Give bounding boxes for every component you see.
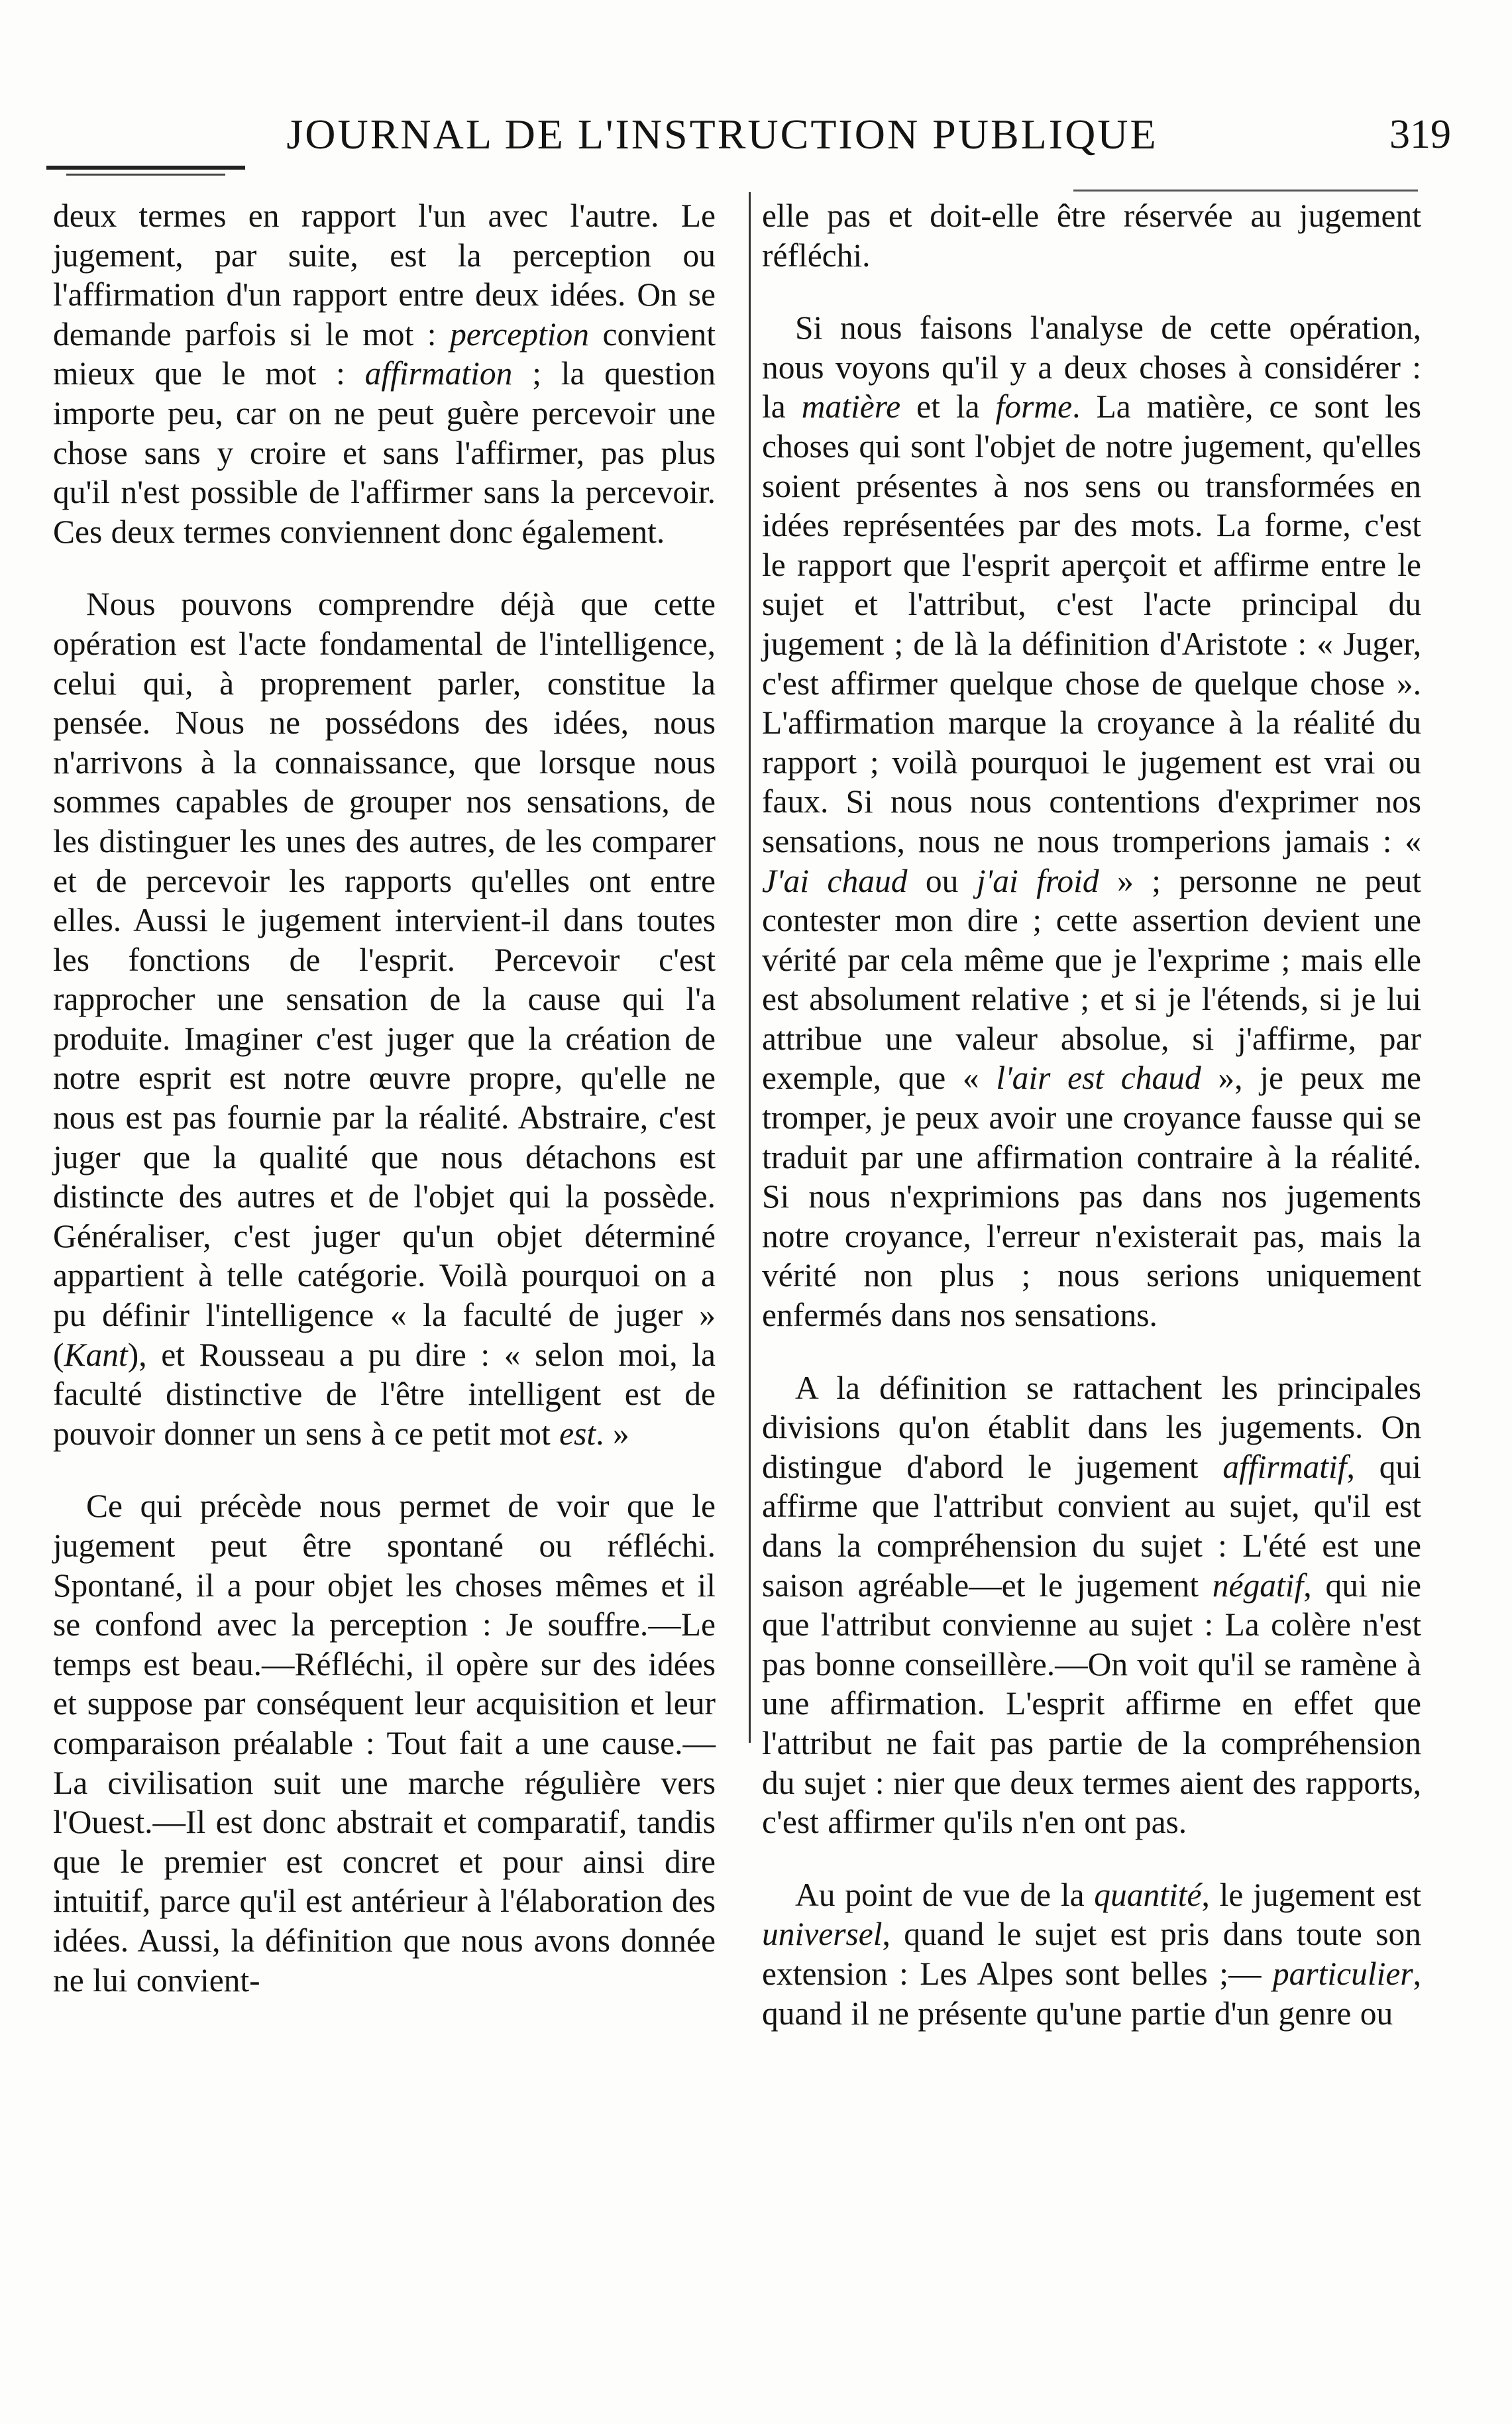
text-run: Au point de vue de la: [795, 1876, 1095, 1913]
term-negatif: négatif: [1212, 1567, 1304, 1604]
header-rule-right: [1073, 190, 1418, 192]
page-number: 319: [1389, 112, 1451, 157]
text-run: Si nous faisons l'analyse de cette opération, nous voyons qu'il y a deux choses à considérer : la: [762, 309, 1421, 425]
text-run: , quand le sujet est pris dans toute son extension : Les Alpes sont belles ;—: [762, 1916, 1421, 1992]
term-universel: universel: [762, 1916, 883, 1953]
paragraph-continuation: elle pas et doit-elle être réservée au jugement réfléchi.: [762, 197, 1421, 274]
right-column: [762, 196, 1421, 2033]
header-rule-thin: [66, 174, 225, 176]
text-run: Nous pouvons comprendre déjà que cette opération est l'acte fondamental de l'intelligence, celui qui, à proprement parler, constitue la pensée. Nous ne possédons des idées, nous n'arrivons à la connaissance, que lorsque nous sommes capables de grouper nos sensations, de les distinguer les unes des autres, de les comparer et de percevoir les rapports qu'elles ont entre elles. Aussi le jugement intervient-il dans toutes les fonctions de l'esprit. Percevoir c'est rapprocher une sensation de la cause qui l'a produite. Imaginer c'est juger que la création de notre esprit est notre œuvre propre, qu'elle ne nous est pas fournie par la réalité. Abstraire, c'est juger que la qualité que nous détachons est distincte des autres et de l'objet qui la possède. Généraliser, c'est juger qu'un objet déterminé appartient à telle catégorie. Voilà pourquoi on a pu définir l'intelligence « la faculté de juger » (: [53, 586, 716, 1373]
text-run: , le jugement est: [1201, 1876, 1421, 1913]
name-kant: Kant: [64, 1336, 128, 1373]
term-perception: perception: [450, 315, 589, 353]
header-rule: [46, 166, 245, 170]
text-run: . »: [596, 1415, 629, 1452]
term-matiere: matière: [801, 388, 901, 425]
left-column: [53, 196, 716, 2000]
term-affirmatif: affirmatif: [1222, 1448, 1347, 1485]
text-run: et la: [900, 388, 996, 425]
text-run: , qui affirme que l'attribut convient au sujet, qu'il est dans la compréhension du sujet : L'été est une saison agréable—et le jugement: [762, 1448, 1421, 1604]
paragraph-spontane-reflechi: Ce qui précède nous permet de voir que le jugement peut être spontané ou réfléchi. Spontané, il a pour objet les choses mêmes et il se confond avec la perception : Je souffre.—Le temps est beau.—Réfléchi, il opère sur des idées et suppose par conséquent leur acquisition et leur comparaison préalable : Tout fait a une cause.—La civilisation suit une marche régulière vers l'Ouest.—Il est donc abstrait et comparatif, tandis que le premier est concret et pour ainsi dire intuitif, parce qu'il est antérieur à l'élaboration des idées. Aussi, la définition que nous avons donnée ne lui convient-: [53, 1488, 716, 1999]
quote-air-chaud: l'air est chaud: [996, 1060, 1201, 1097]
text-run: ou: [907, 862, 977, 899]
term-affirmation: affirmation: [364, 355, 513, 392]
text-run: ), et Rousseau a pu dire : « selon moi, la faculté distinctive de l'être intelligent est de pouvoir donner un sens à ce petit mot: [53, 1336, 716, 1452]
paragraph-matiere-forme: [762, 308, 1421, 1335]
text-run: convient mieux que le mot :: [53, 315, 716, 392]
page-header: [46, 105, 1464, 164]
text-run: , quand il ne présente qu'une partie d'un genre ou: [762, 1955, 1421, 2032]
paragraph-jugement-definition: [53, 196, 716, 551]
text-run: », je peux me tromper, je peux avoir une croyance fausse qui se traduit par une affirmation contraire à la réalité. Si nous n'exprimions pas dans nos jugements notre croyance, l'erreur n'existerait pas, mais la vérité non plus ; nous serions uniquement enfermés dans nos sensations.: [762, 1060, 1422, 1334]
quote-jai-chaud: J'ai chaud: [762, 862, 908, 899]
term-quantite: quantité: [1094, 1876, 1202, 1913]
paragraph-divisions: [762, 1368, 1421, 1842]
paragraph-quantite: [762, 1875, 1421, 2033]
text-run: deux termes en rapport l'un avec l'autre. Le jugement, par suite, est la perception ou l'affirmation d'un rapport entre deux idées. On se demande parfois si le mot :: [53, 197, 716, 353]
term-particulier: particulier: [1272, 1955, 1413, 1992]
word-est: est: [559, 1415, 596, 1452]
column-divider: [749, 192, 751, 1743]
text-run: , qui nie que l'attribut convienne au sujet : La colère n'est pas bonne conseillère.—On voit qu'il se ramène à une affirmation. L'esprit affirme en effet que l'attribut ne fait pas partie de la compréhension du sujet : nier que deux termes aient des rapports, c'est affirmer qu'ils n'en ont pas.: [762, 1567, 1421, 1841]
term-forme: forme: [995, 388, 1073, 425]
text-run: ; la question importe peu, car on ne peut guère percevoir une chose sans y croire et sans l'affirmer, pas plus qu'il n'est possible de l'affirmer sans la percevoir. Ces deux termes conviennent donc également.: [53, 355, 716, 550]
text-run: » ; personne ne peut contester mon dire ; cette assertion devient une vérité par cela même que je l'exprime ; mais elle est absolument relative ; et si je l'étends, si je lui attribue une valeur absolue, si j'affirme, par exemple, que «: [762, 862, 1422, 1097]
running-title: JOURNAL DE L'INSTRUCTION PUBLIQUE: [286, 111, 1158, 158]
quote-jai-froid: j'ai froid: [976, 862, 1099, 899]
text-run: A la définition se rattachent les principales divisions qu'on établit dans les jugements. On distingue d'abord le jugement: [762, 1369, 1421, 1485]
text-run: . La matière, ce sont les choses qui sont l'objet de notre jugement, qu'elles soient présentes à nos sens ou transformées en idées représentées par des mots. La forme, c'est le rapport que l'esprit aperçoit et affirme entre le sujet et l'attribut, c'est l'acte principal du jugement ; de là la définition d'Aristote : « Juger, c'est affirmer quelque chose de quelque chose ». L'affirmation marque la croyance à la réalité du rapport ; voilà pourquoi le jugement est vrai ou faux. Si nous nous contentions d'exprimer nos sensations, nous ne nous tromperions jamais : «: [762, 388, 1421, 859]
paragraph-acte-fondamental: [53, 584, 716, 1453]
